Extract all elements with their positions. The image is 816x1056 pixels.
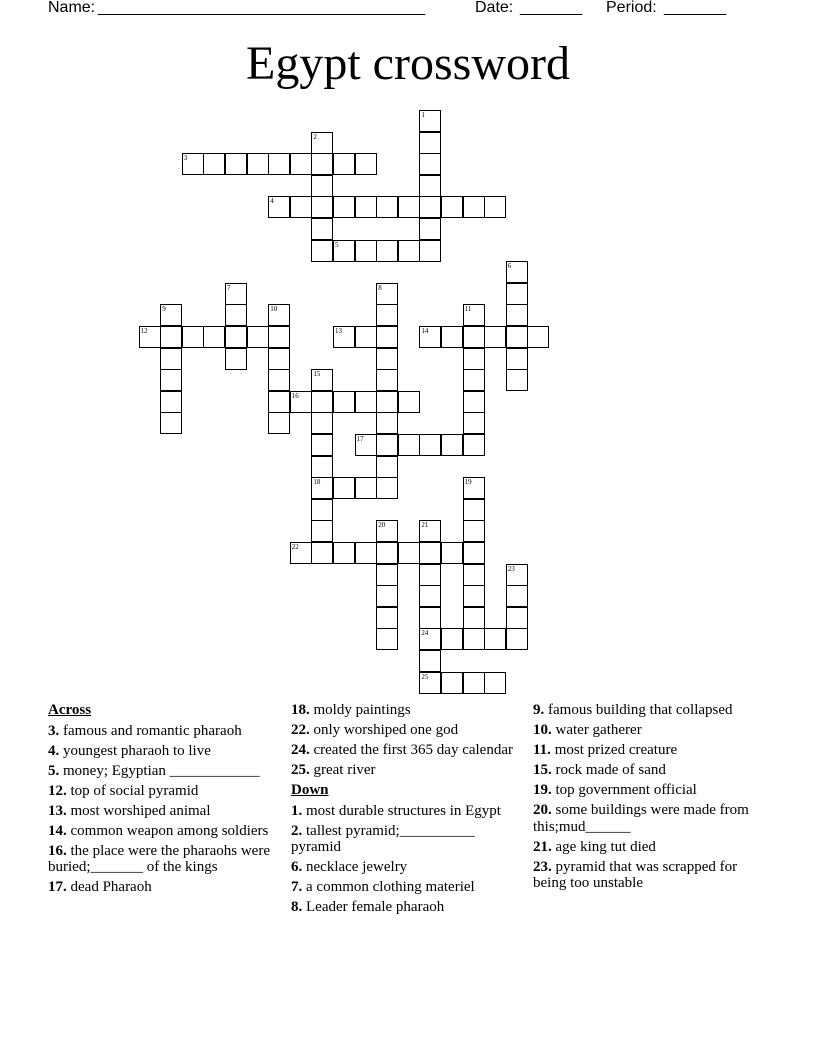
name-blank[interactable]: ______________________________________ <box>98 0 425 16</box>
grid-cell[interactable] <box>398 196 420 218</box>
grid-cell[interactable] <box>441 434 463 456</box>
grid-cell[interactable] <box>355 153 377 175</box>
date-blank[interactable]: _______ <box>520 0 583 16</box>
grid-cell[interactable] <box>355 240 377 262</box>
grid-cell[interactable] <box>463 628 485 650</box>
clue-down-8: 8. Leader female pharaoh <box>291 899 445 915</box>
grid-cell[interactable] <box>484 326 506 348</box>
grid-cell[interactable] <box>376 585 398 607</box>
grid-cell[interactable] <box>333 477 355 499</box>
clue-number: 14 <box>421 327 429 335</box>
grid-cell[interactable] <box>419 196 441 218</box>
grid-cell[interactable] <box>376 304 398 326</box>
grid-cell[interactable] <box>225 304 247 326</box>
clue-number: 25 <box>421 672 429 681</box>
clue-down-20: 20. some buildings were made from this;mud______ <box>533 802 749 835</box>
grid-cell[interactable] <box>506 326 528 348</box>
grid-cell[interactable] <box>311 175 333 197</box>
grid-cell[interactable] <box>419 585 441 607</box>
clue-number: 23 <box>507 564 515 573</box>
grid-cell[interactable] <box>376 477 398 499</box>
grid-cell[interactable] <box>160 348 182 370</box>
grid-cell[interactable] <box>506 348 528 370</box>
grid-cell[interactable] <box>484 196 506 218</box>
grid-cell[interactable] <box>419 564 441 586</box>
grid-cell[interactable] <box>355 391 377 413</box>
grid-cell[interactable] <box>419 542 441 564</box>
clue-number: 6 <box>507 262 512 271</box>
grid-cell[interactable] <box>463 672 485 694</box>
grid-cell[interactable] <box>463 499 485 521</box>
clues-column-2 <box>291 702 521 919</box>
grid-cell[interactable] <box>311 434 333 456</box>
grid-cell[interactable] <box>463 607 485 629</box>
grid-cell[interactable] <box>355 477 377 499</box>
clue-across-13: 13. most worshiped animal <box>48 802 211 819</box>
grid-cell[interactable] <box>419 218 441 240</box>
grid-cell[interactable] <box>311 391 333 413</box>
grid-cell[interactable] <box>376 240 398 262</box>
grid-cell[interactable] <box>333 542 355 564</box>
grid-cell[interactable] <box>463 369 485 391</box>
grid-cell[interactable] <box>484 628 506 650</box>
grid-cell[interactable] <box>398 240 420 262</box>
grid-cell[interactable] <box>376 628 398 650</box>
grid-cell[interactable] <box>506 564 528 586</box>
grid-cell[interactable] <box>268 412 290 434</box>
grid-cell[interactable] <box>311 218 333 240</box>
grid-cell[interactable] <box>419 520 441 542</box>
grid-cell[interactable] <box>311 477 333 499</box>
grid-cell[interactable] <box>311 412 333 434</box>
grid-cell[interactable] <box>355 542 377 564</box>
grid-cell[interactable] <box>419 672 441 694</box>
clue-number: 3 <box>183 154 188 163</box>
grid-cell[interactable] <box>268 391 290 413</box>
grid-cell[interactable] <box>419 175 441 197</box>
grid-cell[interactable] <box>376 196 398 218</box>
grid-cell[interactable] <box>268 153 290 175</box>
grid-cell[interactable] <box>506 628 528 650</box>
grid-cell[interactable] <box>441 672 463 694</box>
grid-cell[interactable] <box>419 326 441 348</box>
clue-down-10: 10. water gatherer <box>533 722 642 738</box>
clue-number: 5 <box>335 240 339 249</box>
clue-across-18: 18. moldy paintings <box>291 702 411 718</box>
grid-cell[interactable] <box>355 326 377 348</box>
grid-cell[interactable] <box>333 240 355 262</box>
grid-cell[interactable] <box>311 499 333 521</box>
grid-cell[interactable] <box>376 520 398 542</box>
grid-cell[interactable] <box>268 348 290 370</box>
clue-across-14: 14. common weapon among soldiers <box>48 822 269 839</box>
clue-number: 17 <box>356 435 364 443</box>
grid-cell[interactable] <box>355 196 377 218</box>
grid-cell[interactable] <box>376 391 398 413</box>
grid-cell[interactable] <box>268 304 290 326</box>
grid-cell[interactable] <box>290 153 312 175</box>
clues-column-1 <box>48 702 283 899</box>
grid-cell[interactable] <box>311 153 333 175</box>
grid-cell[interactable] <box>463 564 485 586</box>
grid-cell[interactable] <box>333 153 355 175</box>
clue-down-15: 15. rock made of sand <box>533 762 666 778</box>
grid-cell[interactable] <box>355 434 377 456</box>
grid-cell[interactable] <box>225 153 247 175</box>
period-label: Period: <box>606 0 657 16</box>
clue-number: 12 <box>140 327 148 335</box>
clue-number: 8 <box>378 283 382 292</box>
clue-number: 2 <box>313 132 317 141</box>
clue-number: 10 <box>270 305 278 314</box>
grid-cell[interactable] <box>376 283 398 305</box>
grid-cell[interactable] <box>376 434 398 456</box>
grid-cell[interactable] <box>268 326 290 348</box>
grid-cell[interactable] <box>376 564 398 586</box>
grid-cell[interactable] <box>441 628 463 650</box>
grid-cell[interactable] <box>376 412 398 434</box>
clues-column-3 <box>533 702 768 895</box>
grid-cell[interactable] <box>419 434 441 456</box>
clue-number: 22 <box>291 543 299 551</box>
grid-cell[interactable] <box>290 391 312 413</box>
clue-across-12: 12. top of social pyramid <box>48 782 199 799</box>
grid-cell[interactable] <box>311 456 333 478</box>
across-heading: Across <box>48 702 92 718</box>
grid-cell[interactable] <box>463 585 485 607</box>
grid-cell[interactable] <box>419 650 441 672</box>
grid-cell[interactable] <box>441 542 463 564</box>
name-label: Name: <box>48 0 96 16</box>
grid-cell[interactable] <box>419 132 441 154</box>
date-label: Date: <box>475 0 514 16</box>
grid-cell[interactable] <box>182 326 204 348</box>
grid-cell[interactable] <box>398 391 420 413</box>
grid-cell[interactable] <box>160 369 182 391</box>
grid-cell[interactable] <box>290 542 312 564</box>
clue-across-17: 17. dead Pharaoh <box>48 879 152 895</box>
grid-cell[interactable] <box>398 434 420 456</box>
grid-cell[interactable] <box>203 153 225 175</box>
grid-cell[interactable] <box>527 326 549 348</box>
clue-number: 19 <box>464 478 472 487</box>
grid-cell[interactable] <box>463 391 485 413</box>
clue-number: 16 <box>291 391 299 400</box>
grid-cell[interactable] <box>484 672 506 694</box>
grid-cell[interactable] <box>463 304 485 326</box>
grid-cell[interactable] <box>182 153 204 175</box>
grid-cell[interactable] <box>463 477 485 499</box>
grid-cell[interactable] <box>419 110 441 132</box>
grid-cell[interactable] <box>160 304 182 326</box>
grid-cell[interactable] <box>311 520 333 542</box>
clue-down-11: 11. most prized creature <box>533 742 678 758</box>
grid-cell[interactable] <box>376 348 398 370</box>
grid-cell[interactable] <box>506 369 528 391</box>
grid-cell[interactable] <box>463 520 485 542</box>
grid-cell[interactable] <box>376 456 398 478</box>
page-title: Egypt crossword <box>246 37 570 90</box>
grid-cell[interactable] <box>311 196 333 218</box>
grid-cell[interactable] <box>463 412 485 434</box>
clue-across-22: 22. only worshiped one god <box>291 722 459 738</box>
clue-down-6: 6. necklace jewelry <box>291 859 408 875</box>
clue-number: 24 <box>421 629 429 638</box>
grid-cell[interactable] <box>376 542 398 564</box>
clue-number: 7 <box>227 283 231 292</box>
grid-cell[interactable] <box>441 196 463 218</box>
clue-number: 21 <box>421 521 429 530</box>
grid-cell[interactable] <box>225 283 247 305</box>
grid-cell[interactable] <box>203 326 225 348</box>
clue-across-25: 25. great river <box>291 762 376 778</box>
grid-cell[interactable] <box>376 369 398 391</box>
grid-cell[interactable] <box>376 607 398 629</box>
clue-number: 15 <box>313 370 321 379</box>
clue-down-23: 23. pyramid that was scrapped for being too unstable <box>533 858 738 891</box>
grid-cell[interactable] <box>290 196 312 218</box>
grid-cell[interactable] <box>333 196 355 218</box>
clue-number: 13 <box>335 327 342 335</box>
grid-cell[interactable] <box>419 153 441 175</box>
grid-cell[interactable] <box>247 326 269 348</box>
clue-number: 11 <box>464 305 472 314</box>
grid-cell[interactable] <box>268 369 290 391</box>
grid-cell[interactable] <box>463 196 485 218</box>
grid-cell[interactable] <box>333 326 355 348</box>
clue-number: 9 <box>162 305 166 314</box>
clue-number: 1 <box>421 111 425 119</box>
grid-cell[interactable] <box>311 132 333 154</box>
clue-number: 18 <box>313 478 321 487</box>
grid-cell[interactable] <box>225 348 247 370</box>
clue-down-7: 7. a common clothing materiel <box>291 879 475 895</box>
grid-cell[interactable] <box>419 240 441 262</box>
grid-cell[interactable] <box>506 607 528 629</box>
clue-across-24: 24. created the first 365 day calendar <box>291 742 513 758</box>
clue-down-1: 1. most durable structures in Egypt <box>291 802 501 819</box>
clue-down-9: 9. famous building that collapsed <box>533 702 733 718</box>
grid-cell[interactable] <box>506 261 528 283</box>
grid-cell[interactable] <box>333 391 355 413</box>
grid-cell[interactable] <box>139 326 161 348</box>
clue-number: 4 <box>270 197 274 206</box>
down-heading: Down <box>291 782 329 798</box>
clue-down-21: 21. age king tut died <box>533 838 656 855</box>
grid-cell[interactable] <box>506 585 528 607</box>
grid-cell[interactable] <box>419 607 441 629</box>
grid-cell[interactable] <box>463 542 485 564</box>
period-blank[interactable]: _______ <box>664 0 727 16</box>
grid-cell[interactable] <box>506 283 528 305</box>
grid-cell[interactable] <box>268 196 290 218</box>
grid-cell[interactable] <box>160 391 182 413</box>
grid-cell[interactable] <box>398 542 420 564</box>
grid-cell[interactable] <box>463 326 485 348</box>
grid-cell[interactable] <box>506 304 528 326</box>
grid-cell[interactable] <box>311 369 333 391</box>
grid-cell[interactable] <box>311 240 333 262</box>
grid-cell[interactable] <box>225 326 247 348</box>
clue-across-5: 5. money; Egyptian ____________ <box>48 762 260 779</box>
clue-down-2: 2. tallest pyramid;__________ pyramid <box>291 822 475 855</box>
grid-cell[interactable] <box>160 412 182 434</box>
clue-across-16: 16. the place were the pharaohs were buried;_______ of the kings <box>48 842 270 875</box>
clue-down-19: 19. top government official <box>533 782 697 798</box>
grid-cell[interactable] <box>160 326 182 348</box>
clue-number: 20 <box>378 521 386 530</box>
grid-cell[interactable] <box>441 326 463 348</box>
grid-cell[interactable] <box>247 153 269 175</box>
clue-across-4: 4. youngest pharaoh to live <box>48 742 211 759</box>
grid-cell[interactable] <box>463 434 485 456</box>
grid-cell[interactable] <box>376 326 398 348</box>
grid-cell[interactable] <box>311 542 333 564</box>
grid-cell[interactable] <box>463 348 485 370</box>
grid-cell[interactable] <box>419 628 441 650</box>
clue-across-3: 3. famous and romantic pharaoh <box>48 722 242 739</box>
